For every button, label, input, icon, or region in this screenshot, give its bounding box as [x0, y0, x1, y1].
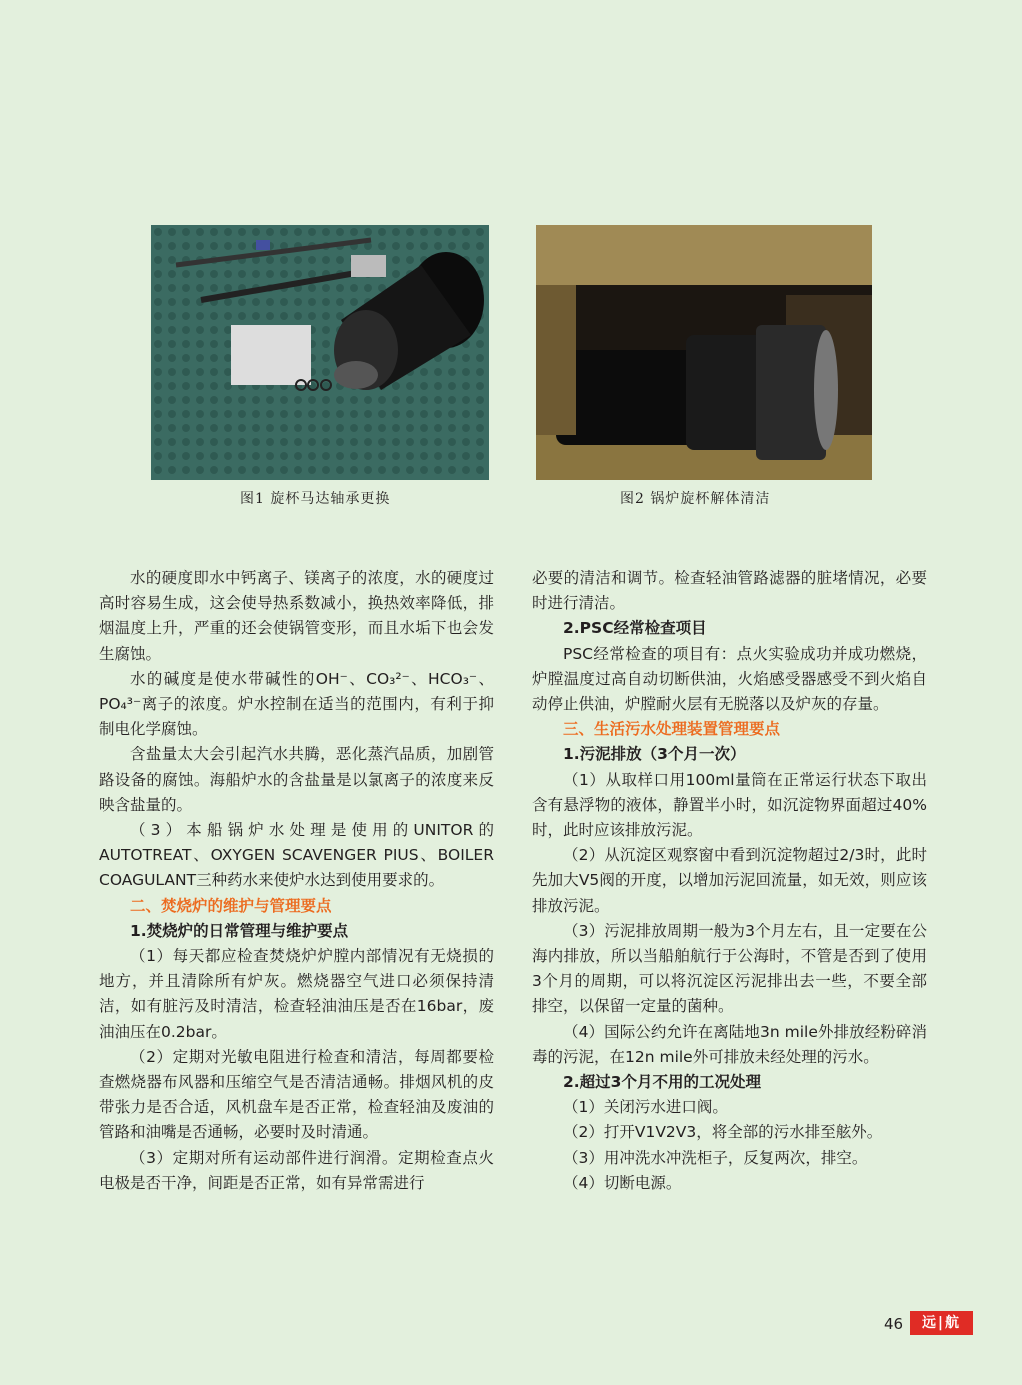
- paragraph: PSC经常检查的项目有：点火实验成功并成功燃烧，炉膛温度过高自动切断供油，火焰感受器感受不到火焰自动停止供油，炉膛耐火层有无脱落以及炉灰的存量。: [532, 644, 927, 714]
- paragraph: （3）污泥排放周期一般为3个月左右，且一定要在公海内排放，所以当船舶航行于公海时，不管是否到了使用3个月的周期，可以将沉淀区污泥排出去一些，不要全部排空，以保留一定量的菌种。: [532, 921, 927, 1016]
- paragraph: （2）定期对光敏电阻进行检查和清洁，每周都要检查燃烧器布风器和压缩空气是否清洁通畅。排烟风机的皮带张力是否合适，风机盘车是否正常，检查轻油及废油的管路和油嘴是否通畅，必要时及时清通。: [99, 1047, 494, 1142]
- left-column: [99, 566, 494, 1196]
- paragraph: （3）定期对所有运动部件进行润滑。定期检查点火电极是否干净，间距是否正常，如有异常需进行: [99, 1148, 494, 1192]
- figure-2-photo: [536, 225, 872, 480]
- right-column: [532, 566, 927, 1196]
- paragraph: 水的硬度即水中钙离子、镁离子的浓度，水的硬度过高时容易生成，这会使导热系数减小，换热效率降低，排烟温度上升，严重的还会使锅管变形，而且水垢下也会发生腐蚀。: [99, 569, 494, 663]
- paragraph: （1）从取样口用100ml量筒在正常运行状态下取出含有悬浮物的液体，静置半小时，如沉淀物界面超过40%时，此时应该排放污泥。: [532, 770, 927, 840]
- paragraph: （4）国际公约允许在离陆地3n mile外排放经粉碎消毒的污泥，在12n mile外可排放未经处理的污水。: [532, 1022, 927, 1066]
- list-item: （3）用冲洗水冲洗柜子，反复两次，排空。: [563, 1148, 868, 1167]
- list-item: （1）关闭污水进口阀。: [563, 1098, 728, 1117]
- section-heading: 二、焚烧炉的维护与管理要点: [130, 896, 332, 915]
- subsection-heading: 1.焚烧炉的日常管理与维护要点: [130, 921, 349, 940]
- paragraph: 水的碱度是使水带碱性的OH⁻、CO₃²⁻、HCO₃⁻、PO₄³⁻离子的浓度。炉水控制在适当的范围内，有利于抑制电化学腐蚀。: [99, 669, 494, 739]
- paragraph: （1）每天都应检查焚烧炉炉膛内部情况有无烧损的地方，并且清除所有炉灰。燃烧器空气进口必须保持清洁，如有脏污及时清洁，检查轻油油压是否在16bar，废油油压在0.2bar。: [99, 947, 494, 1041]
- figure-1-illustration: [151, 225, 489, 480]
- list-item: （2）打开V1V2V3，将全部的污水排至舷外。: [563, 1123, 883, 1142]
- paragraph: 必要的清洁和调节。检查轻油管路滤器的脏堵情况，必要时进行清洁。: [532, 569, 927, 613]
- subsection-heading: 2.PSC经常检查项目: [563, 619, 707, 638]
- paragraph: （2）从沉淀区观察窗中看到沉淀物超过2/3时，此时先加大V5阀的开度，以增加污泥回流量，如无效，则应该排放污泥。: [532, 846, 927, 915]
- page-number: 46: [884, 1315, 904, 1333]
- subsection-heading: 2.超过3个月不用的工况处理: [563, 1073, 761, 1092]
- figure-1-photo: [151, 225, 489, 480]
- section-heading: 三、生活污水处理装置管理要点: [563, 720, 781, 739]
- subsection-heading: 1.污泥排放（3个月一次）: [563, 745, 746, 764]
- paragraph: 含盐量太大会引起汽水共腾，恶化蒸汽品质，加剧管路设备的腐蚀。海船炉水的含盐量是以氯离子的浓度来反映含盐量的。: [99, 745, 494, 814]
- paragraph: （3）本船锅炉水处理是使用的UNITOR的AUTOTREAT、OXYGEN SCAVENGER PIUS、BOILER COAGULANT三种药水来使炉水达到使用要求的。: [99, 821, 494, 890]
- figure-1-caption: 图1 旋杯马达轴承更换: [240, 491, 391, 507]
- figure-2-illustration: [536, 225, 872, 480]
- magazine-logo: 远|航: [910, 1311, 973, 1335]
- figure-2-caption: 图2 锅炉旋杯解体清洁: [620, 491, 771, 507]
- list-item: （4）切断电源。: [563, 1173, 682, 1192]
